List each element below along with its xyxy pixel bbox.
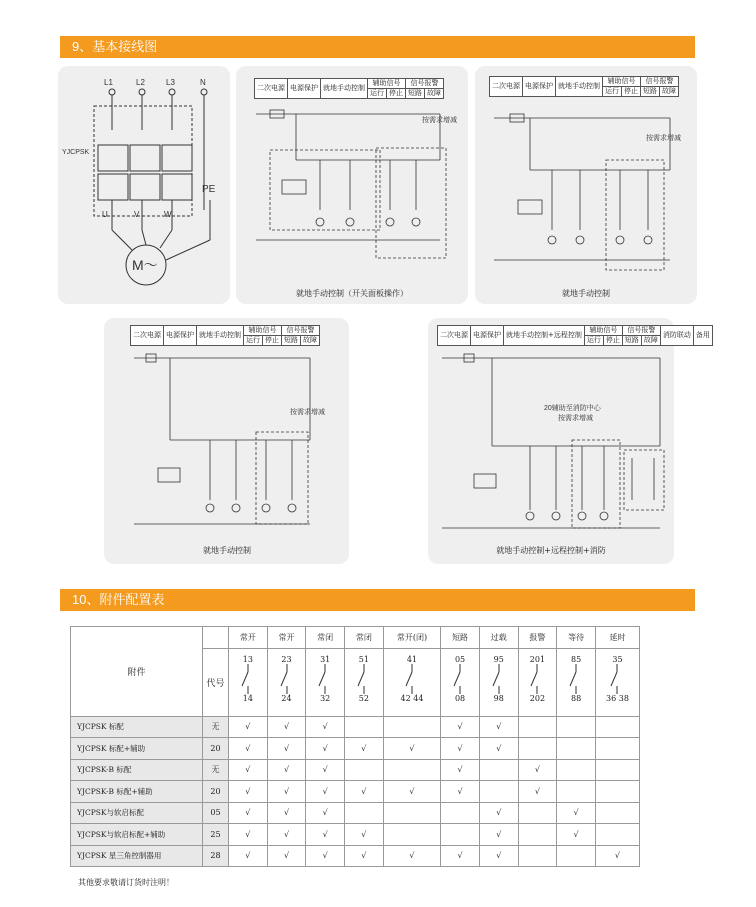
check-cell	[441, 802, 480, 824]
accessory-table	[70, 626, 640, 867]
contact-top-number: 41	[406, 654, 418, 664]
check-cell: √	[229, 781, 268, 803]
note-fire-add: 按需求增减	[558, 415, 593, 422]
row-code: 28	[203, 845, 229, 867]
table-row	[71, 781, 640, 803]
contact-symbol-0	[229, 648, 268, 716]
phase-l1-label: L1	[104, 78, 113, 87]
note-add-4: 按需求增减	[290, 409, 325, 416]
check-cell	[557, 845, 596, 867]
column-type-1: 常开	[267, 627, 306, 649]
diagram-3-schematic	[480, 100, 692, 280]
check-cell: √	[267, 845, 306, 867]
contact-switch-icon	[229, 664, 267, 694]
check-cell: √	[229, 802, 268, 824]
accessory-head-label: 附件	[71, 627, 203, 717]
contact-top-number: 201	[529, 654, 546, 664]
check-cell: √	[479, 716, 518, 738]
footnote: 其他要求敬请订货时注明！	[78, 878, 174, 887]
diagram-4-header	[130, 325, 320, 346]
check-cell	[557, 759, 596, 781]
contact-top-number: 95	[493, 654, 504, 664]
check-cell	[345, 802, 384, 824]
check-cell	[479, 781, 518, 803]
check-cell: √	[557, 802, 596, 824]
column-type-9: 延时	[595, 627, 639, 649]
check-cell: √	[441, 738, 480, 760]
check-cell: √	[441, 716, 480, 738]
contact-symbol-7	[518, 648, 557, 716]
note-add-2: 按需求增减	[422, 117, 457, 124]
contact-bottom-number: 88	[570, 693, 582, 703]
hdr-fault: 故障	[660, 87, 679, 97]
check-cell: √	[306, 759, 345, 781]
check-cell: √	[595, 845, 639, 867]
hdr-aux: 辅助信号	[244, 326, 282, 336]
contact-bottom-number: 14	[242, 693, 253, 703]
check-cell: √	[229, 716, 268, 738]
contact-top-number: 23	[281, 654, 292, 664]
table-row	[71, 759, 640, 781]
check-cell: √	[306, 738, 345, 760]
contact-bottom-number: 52	[358, 693, 369, 703]
diagram-4-schematic	[110, 350, 344, 540]
contact-symbol-5	[441, 648, 480, 716]
row-code: 20	[203, 781, 229, 803]
contact-bottom-number: 24	[281, 693, 292, 703]
check-cell	[595, 781, 639, 803]
check-cell	[345, 716, 384, 738]
column-type-2: 常闭	[306, 627, 345, 649]
section-10-title: 10、附件配置表	[60, 589, 695, 611]
contact-switch-icon	[596, 664, 639, 694]
check-cell: √	[306, 802, 345, 824]
table-row	[71, 824, 640, 846]
output-u-label: U	[102, 210, 108, 219]
hdr-short: 短路	[282, 336, 301, 346]
hdr-stop: 停止	[263, 336, 282, 346]
check-cell	[557, 716, 596, 738]
check-cell: √	[267, 824, 306, 846]
check-cell	[557, 781, 596, 803]
column-type-5: 短路	[441, 627, 480, 649]
hdr-power: 二次电源	[438, 326, 471, 346]
hdr-alarm: 信号报警	[406, 79, 444, 89]
model-label: YJCPSK	[62, 149, 90, 156]
contact-symbol-6	[479, 648, 518, 716]
hdr-alarm: 信号报警	[282, 326, 320, 336]
check-cell	[518, 802, 557, 824]
main-circuit-diagram	[60, 70, 228, 300]
check-cell: √	[306, 716, 345, 738]
diagram-5-schematic	[432, 350, 670, 540]
hdr-protect: 电源保护	[288, 79, 321, 99]
hdr-short: 短路	[622, 336, 641, 346]
hdr-protect: 电源保护	[164, 326, 197, 346]
check-cell: √	[518, 781, 557, 803]
check-cell: √	[267, 781, 306, 803]
check-cell	[345, 759, 384, 781]
diagram-2-schematic	[240, 100, 464, 280]
hdr-run: 运行	[603, 87, 622, 97]
column-type-3: 常闭	[345, 627, 384, 649]
contact-symbol-2	[306, 648, 345, 716]
check-cell	[518, 716, 557, 738]
column-type-6: 过载	[479, 627, 518, 649]
hdr-stop: 停止	[622, 87, 641, 97]
check-cell: √	[441, 845, 480, 867]
contact-top-number: 31	[320, 654, 331, 664]
contact-bottom-number: 98	[493, 693, 504, 703]
row-name: YJCPSK-B 标配	[71, 759, 203, 781]
check-cell	[557, 738, 596, 760]
code-head-label: 代号	[203, 648, 229, 716]
column-type-4: 常开(闭)	[383, 627, 441, 649]
hdr-local: 就地手动控制	[556, 77, 603, 97]
check-cell: √	[518, 759, 557, 781]
hdr-aux: 辅助信号	[603, 77, 641, 87]
contact-switch-icon	[519, 664, 557, 694]
diagram-5-header	[437, 325, 713, 346]
hdr-fault: 故障	[641, 336, 660, 346]
code-head-blank	[203, 627, 229, 649]
check-cell: √	[441, 759, 480, 781]
hdr-local: 就地手动控制	[321, 79, 368, 99]
check-cell: √	[383, 738, 441, 760]
note-fire-aux: 20辅助至消防中心	[544, 405, 601, 412]
check-cell: √	[479, 802, 518, 824]
phase-n-label: N	[200, 78, 206, 87]
check-cell: √	[479, 824, 518, 846]
contact-top-number: 05	[454, 654, 466, 664]
check-cell	[518, 845, 557, 867]
table-row	[71, 716, 640, 738]
phase-l2-label: L2	[136, 78, 145, 87]
check-cell: √	[441, 781, 480, 803]
diagram-3-caption: 就地手动控制	[562, 289, 610, 298]
contact-switch-icon	[384, 664, 441, 694]
hdr-local: 就地手动控制	[197, 326, 244, 346]
check-cell: √	[345, 845, 384, 867]
hdr-stop: 停止	[387, 89, 406, 99]
contact-bottom-number: 08	[454, 693, 466, 703]
row-code: 05	[203, 802, 229, 824]
contact-switch-icon	[345, 664, 383, 694]
contact-symbol-9	[595, 648, 639, 716]
check-cell: √	[267, 716, 306, 738]
check-cell: √	[229, 845, 268, 867]
hdr-power: 二次电源	[131, 326, 164, 346]
check-cell	[479, 759, 518, 781]
motor-label: M～	[132, 257, 158, 273]
contact-switch-icon	[480, 664, 518, 694]
check-cell	[383, 759, 441, 781]
check-cell	[595, 716, 639, 738]
hdr-alarm: 信号报警	[641, 77, 679, 87]
check-cell	[383, 824, 441, 846]
check-cell	[383, 802, 441, 824]
check-cell	[441, 824, 480, 846]
contact-bottom-number: 36 38	[606, 693, 629, 703]
check-cell	[518, 824, 557, 846]
check-cell	[595, 802, 639, 824]
table-row	[71, 802, 640, 824]
contact-top-number: 85	[570, 654, 582, 664]
check-cell	[595, 738, 639, 760]
row-name: YJCPSK 星三角控制器用	[71, 845, 203, 867]
hdr-run: 运行	[584, 336, 603, 346]
table-row	[71, 738, 640, 760]
row-name: YJCPSK与软启标配	[71, 802, 203, 824]
phase-l3-label: L3	[166, 78, 175, 87]
diagram-4-caption: 就地手动控制	[203, 546, 251, 555]
row-code: 25	[203, 824, 229, 846]
check-cell: √	[306, 824, 345, 846]
column-type-8: 等待	[557, 627, 596, 649]
check-cell: √	[557, 824, 596, 846]
column-type-0: 常开	[229, 627, 268, 649]
check-cell	[383, 716, 441, 738]
contact-bottom-number: 42 44	[400, 693, 424, 703]
contact-switch-icon	[441, 664, 479, 694]
table-row	[71, 845, 640, 867]
hdr-run: 运行	[244, 336, 263, 346]
hdr-aux: 辅助信号	[584, 326, 622, 336]
row-name: YJCPSK-B 标配+辅助	[71, 781, 203, 803]
contact-bottom-number: 32	[320, 693, 331, 703]
column-type-7: 报警	[518, 627, 557, 649]
contact-bottom-number: 202	[529, 693, 546, 703]
hdr-protect: 电源保护	[523, 77, 556, 97]
diagram-3-header	[489, 76, 679, 97]
hdr-fault: 故障	[301, 336, 320, 346]
hdr-protect: 电源保护	[471, 326, 504, 346]
check-cell: √	[479, 738, 518, 760]
row-name: YJCPSK 标配+辅助	[71, 738, 203, 760]
row-code: 无	[203, 759, 229, 781]
check-cell: √	[229, 824, 268, 846]
check-cell: √	[229, 759, 268, 781]
pe-label: PE	[202, 184, 216, 195]
check-cell: √	[479, 845, 518, 867]
check-cell: √	[306, 781, 345, 803]
check-cell: √	[345, 824, 384, 846]
check-cell: √	[345, 738, 384, 760]
check-cell	[595, 824, 639, 846]
diagram-5-caption: 就地手动控制+远程控制+消防	[496, 546, 606, 555]
check-cell: √	[267, 802, 306, 824]
hdr-run: 运行	[368, 89, 387, 99]
check-cell: √	[229, 738, 268, 760]
check-cell: √	[383, 781, 441, 803]
contact-switch-icon	[306, 664, 344, 694]
hdr-short: 短路	[641, 87, 660, 97]
contact-switch-icon	[557, 664, 595, 694]
contact-symbol-1	[267, 648, 306, 716]
hdr-short: 短路	[406, 89, 425, 99]
hdr-local: 就地手动控制+远程控制	[504, 326, 585, 346]
check-cell: √	[345, 781, 384, 803]
row-name: YJCPSK 标配	[71, 716, 203, 738]
check-cell: √	[267, 738, 306, 760]
check-cell	[595, 759, 639, 781]
row-code: 20	[203, 738, 229, 760]
output-v-label: V	[134, 210, 140, 219]
row-code: 无	[203, 716, 229, 738]
note-add-3: 按需求增减	[646, 135, 681, 142]
hdr-stop: 停止	[603, 336, 622, 346]
contact-symbol-8	[557, 648, 596, 716]
hdr-aux: 辅助信号	[368, 79, 406, 89]
diagram-2-header	[254, 78, 444, 99]
hdr-fault: 故障	[425, 89, 444, 99]
contact-top-number: 51	[358, 654, 369, 664]
contact-top-number: 13	[242, 654, 253, 664]
check-cell: √	[267, 759, 306, 781]
hdr-alarm: 信号报警	[622, 326, 660, 336]
diagram-2-caption: 就地手动控制（开关面板操作）	[296, 289, 408, 298]
hdr-power: 二次电源	[490, 77, 523, 97]
output-w-label: W	[164, 210, 172, 219]
check-cell: √	[383, 845, 441, 867]
check-cell	[518, 738, 557, 760]
section-9-title: 9、基本接线图	[60, 36, 695, 58]
hdr-power: 二次电源	[255, 79, 288, 99]
check-cell: √	[306, 845, 345, 867]
hdr-fire: 消防联动	[660, 326, 693, 346]
contact-symbol-3	[345, 648, 384, 716]
contact-top-number: 35	[612, 654, 623, 664]
contact-symbol-4	[383, 648, 441, 716]
contact-switch-icon	[268, 664, 306, 694]
hdr-spare: 备用	[693, 326, 712, 346]
row-name: YJCPSK与软启标配+辅助	[71, 824, 203, 846]
